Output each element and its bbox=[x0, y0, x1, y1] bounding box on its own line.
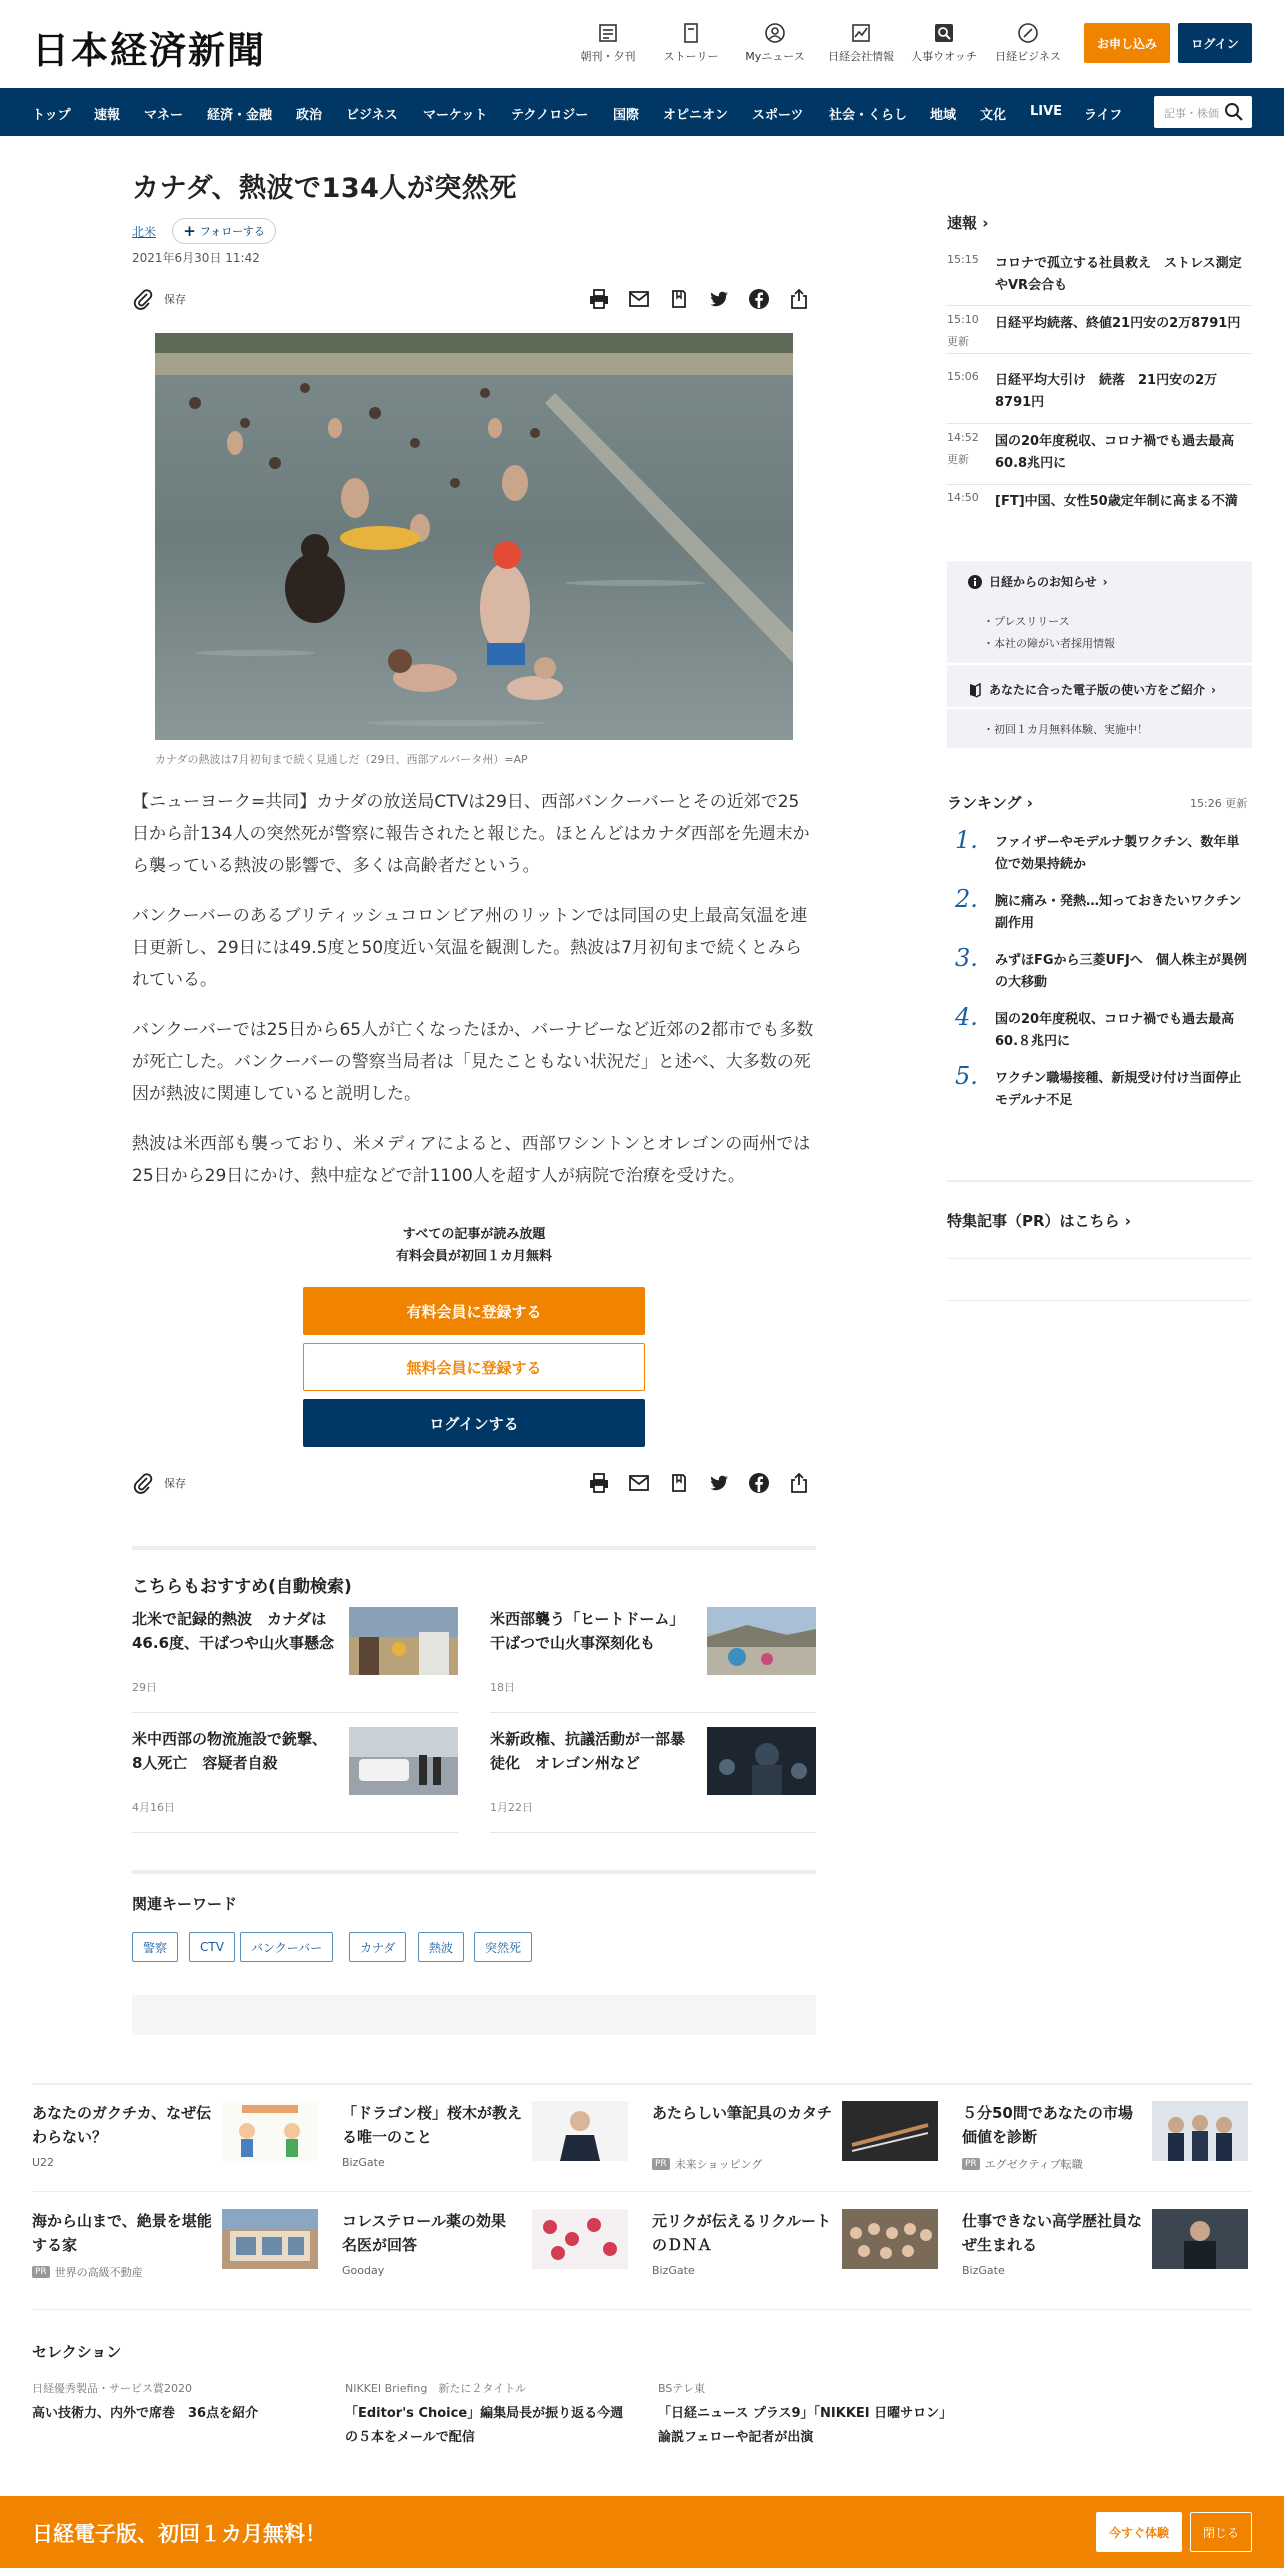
ad-source-label: BizGate bbox=[962, 2264, 1005, 2277]
recommend-date: 1月22日 bbox=[490, 1801, 533, 1814]
chevron-right-icon: › bbox=[1211, 682, 1216, 697]
selection-source: NIKKEI Briefing 新たに２タイトル bbox=[345, 2382, 527, 2395]
breaking-title-label: 速報 bbox=[947, 214, 978, 232]
ranking-item[interactable] bbox=[947, 1062, 1255, 1114]
gnav-item[interactable]: スポーツ bbox=[752, 108, 804, 123]
ad-item[interactable] bbox=[342, 2209, 612, 2289]
selection-source: BSテレ東 bbox=[658, 2382, 706, 2395]
search-icon[interactable] bbox=[1224, 102, 1244, 122]
article-photo bbox=[155, 333, 793, 740]
ad-headline: あたらしい筆記具のカタチ bbox=[652, 2104, 833, 2122]
ad-headline: 元リクが伝えるリクルートのＤＮＡ bbox=[652, 2212, 831, 2254]
nav-label: 人事ウオッチ bbox=[911, 50, 977, 63]
gnav-item[interactable]: LIVE bbox=[1030, 104, 1063, 119]
ad-item[interactable] bbox=[962, 2101, 1232, 2181]
recommend-date: 18日 bbox=[490, 1681, 515, 1694]
paperclip-icon bbox=[132, 1472, 154, 1494]
divider bbox=[947, 484, 1252, 485]
ad-item[interactable] bbox=[652, 2101, 922, 2181]
ad-item[interactable] bbox=[32, 2101, 302, 2181]
recommend-thumbnail bbox=[349, 1607, 458, 1675]
article-paragraph: バンクーバーでは25日から65人が亡くなったほか、バーナビーなど近郊の2都市でも多数が死亡した。バンクーバーの警察当局者は「見たこともない状況だ」と述べ、大多数の死因が熱波に関連していると説明した。 bbox=[132, 1020, 814, 1104]
ad-headline: 仕事できない高学歴社員なぜ生まれる bbox=[962, 2212, 1143, 2254]
divider bbox=[132, 1546, 816, 1550]
divider bbox=[947, 1300, 1252, 1301]
share-toolbar bbox=[132, 280, 816, 316]
ranking-text: ファイザーやモデルナ製ワクチン、数年単位で効果持続か bbox=[995, 835, 1240, 872]
article-paragraph: バンクーバーのあるブリティッシュコロンビア州のリットンでは同国の史上最高気温を連日更新し、29日には49.5度と50度近い気温を観測した。熱波は7月初旬まで続くとみられている。 bbox=[132, 906, 808, 990]
nav-label: 朝刊・夕刊 bbox=[580, 50, 636, 63]
publish-date: 2021年6月30日 11:42 bbox=[132, 251, 260, 265]
ranking-text: 国の20年度税収、コロナ禍でも過去最高60.８兆円に bbox=[995, 1012, 1235, 1049]
pr-articles-title[interactable] bbox=[947, 1210, 1131, 1231]
keyword-tag[interactable]: 警察 bbox=[132, 1932, 178, 1962]
apply-button[interactable]: お申し込み bbox=[1084, 23, 1170, 63]
ranking-updated: 15:26 更新 bbox=[1190, 797, 1248, 810]
gnav-item[interactable]: テクノロジー bbox=[511, 108, 589, 123]
breaking-text: [FT]中国、女性50歳定年制に高まる不満 bbox=[995, 494, 1238, 509]
gnav-item[interactable]: オピニオン bbox=[663, 108, 729, 123]
site-header bbox=[0, 0, 1284, 88]
nav-label: ストーリー bbox=[663, 50, 719, 63]
divider bbox=[32, 2191, 1252, 2192]
follow-label: フォローする bbox=[199, 225, 265, 238]
twitter-icon[interactable] bbox=[708, 288, 730, 310]
recommend-thumbnail bbox=[707, 1607, 816, 1675]
chevron-right-icon: › bbox=[1124, 1212, 1131, 1230]
recommend-date: 4月16日 bbox=[132, 1801, 175, 1814]
recommend-headline: 米中西部の物流施設で銃撃、8人死亡 容疑者自殺 bbox=[132, 1730, 328, 1772]
nav-label: 日経ビジネス bbox=[995, 50, 1061, 63]
trial-message: 日経電子版、初回１カ月無料！ bbox=[32, 2522, 326, 2546]
ad-thumbnail bbox=[532, 2101, 628, 2161]
gnav-item[interactable]: 政治 bbox=[296, 108, 323, 123]
selection-text: 「日経ニュース プラス9」「NIKKEI 日曜サロン」論説フェローや記者が出演 bbox=[658, 2406, 946, 2445]
ad-source bbox=[32, 2264, 143, 2280]
ad-thumbnail bbox=[532, 2209, 628, 2269]
search-input[interactable] bbox=[1154, 96, 1252, 128]
nav-story[interactable] bbox=[646, 22, 736, 64]
ad-thumbnail bbox=[222, 2101, 318, 2161]
selection-item[interactable] bbox=[345, 2380, 635, 2450]
notice-item[interactable]: ・本社の障がい者採用情報 bbox=[983, 637, 1115, 650]
gnav-item[interactable]: 速報 bbox=[94, 108, 121, 123]
topic-link[interactable]: 北米 bbox=[132, 225, 157, 239]
ad-source bbox=[962, 2156, 1083, 2172]
ad-source-label: エグゼクティブ転職 bbox=[984, 2158, 1083, 2171]
ranking-number: 3. bbox=[955, 944, 978, 972]
keyword-tag[interactable]: カナダ bbox=[349, 1932, 406, 1962]
close-banner-button[interactable]: 閉じる bbox=[1190, 2512, 1252, 2552]
breaking-updated: 更新 bbox=[947, 453, 969, 466]
pr-title-label: 特集記事（PR）はこちら bbox=[947, 1212, 1120, 1230]
facebook-icon[interactable] bbox=[748, 1472, 770, 1494]
ad-thumbnail bbox=[842, 2101, 938, 2161]
nav-mynews[interactable] bbox=[730, 22, 820, 64]
mail-icon[interactable] bbox=[628, 288, 650, 310]
ranking-item[interactable] bbox=[947, 885, 1252, 937]
breaking-item[interactable] bbox=[947, 370, 1252, 416]
nikkei-logo[interactable]: 日本経済新聞 bbox=[32, 28, 266, 72]
gnav-item[interactable]: 文化 bbox=[980, 108, 1007, 123]
subscribe-promo bbox=[132, 1224, 816, 1268]
ranking-text: みずほFGから三菱UFJへ 個人株主が異例の大移動 bbox=[995, 953, 1247, 990]
twitter-icon[interactable] bbox=[708, 1472, 730, 1494]
divider bbox=[947, 305, 1252, 306]
login-button[interactable]: ログイン bbox=[1178, 23, 1252, 63]
article-title: カナダ、熱波で134人が突然死 bbox=[132, 173, 517, 204]
article-paragraph: 【ニューヨーク=共同】カナダの放送局CTVは29日、西部バンクーバーとその近郊で25日から計134人の突然死が警察に報告されたと報じた。ほとんどはカナダ西部を先週末から襲っている熱波の影響で、多くは高齢者だという。 bbox=[132, 792, 810, 876]
ad-headline: 「ドラゴン桜」桜木が教える唯一のこと bbox=[342, 2104, 523, 2146]
nav-label: 日経会社情報 bbox=[828, 50, 894, 63]
selection-item[interactable] bbox=[658, 2380, 948, 2450]
recommend-item[interactable] bbox=[132, 1727, 458, 1833]
trial-banner bbox=[0, 2496, 1284, 2568]
ad-headline: コレステロール薬の効果 名医が回答 bbox=[342, 2212, 521, 2254]
mail-icon[interactable] bbox=[628, 1472, 650, 1494]
breaking-text: 日経平均続落、終値21円安の2万8791円 bbox=[995, 316, 1241, 331]
compass-icon bbox=[1017, 22, 1039, 44]
recommend-headline: 北米で記録的熱波 カナダは46.6度、干ばつや山火事懸念 bbox=[132, 1610, 335, 1652]
book-icon bbox=[967, 682, 983, 698]
gnav-item[interactable]: ライフ bbox=[1084, 108, 1123, 123]
breaking-item[interactable] bbox=[947, 253, 1252, 299]
ranking-number: 1. bbox=[955, 826, 978, 854]
breaking-text: 日経平均大引け 続落 21円安の2万8791円 bbox=[995, 373, 1218, 410]
gnav-item[interactable]: 地域 bbox=[930, 108, 957, 123]
divider bbox=[132, 1832, 458, 1833]
ad-headline: ５分50問であなたの市場価値を診断 bbox=[962, 2104, 1133, 2146]
keyword-tag[interactable]: 突然死 bbox=[474, 1932, 532, 1962]
ad-thumbnail bbox=[1152, 2101, 1248, 2161]
keyword-tag[interactable]: 熱波 bbox=[418, 1932, 464, 1962]
ad-source bbox=[342, 2264, 384, 2277]
divider bbox=[947, 1258, 1252, 1259]
search-placeholder: 記事・株価 bbox=[1164, 107, 1219, 120]
info-icon bbox=[967, 574, 983, 590]
ranking-item[interactable] bbox=[947, 1003, 1252, 1055]
chevron-right-icon: › bbox=[982, 214, 989, 232]
divider bbox=[32, 2083, 1252, 2085]
breaking-item[interactable] bbox=[947, 491, 1252, 517]
gnav-item[interactable]: トップ bbox=[32, 108, 71, 123]
gnav-item[interactable]: 経済・金融 bbox=[207, 108, 273, 123]
guide-item[interactable]: ・初回１カ月無料体験、実施中！ bbox=[983, 723, 1148, 736]
breaking-news-title[interactable] bbox=[947, 212, 988, 233]
gnav-item[interactable]: 社会・くらし bbox=[829, 108, 908, 123]
breaking-time: 15:06 bbox=[947, 370, 979, 383]
register-free-button[interactable]: 無料会員に登録する bbox=[303, 1343, 645, 1391]
notice-title[interactable] bbox=[967, 573, 1108, 590]
ad-source-label: BizGate bbox=[342, 2156, 385, 2169]
ad-source bbox=[342, 2156, 385, 2169]
ad-source-label: Gooday bbox=[342, 2264, 385, 2277]
save-button[interactable] bbox=[132, 1472, 186, 1494]
notice-item-label: 本社の障がい者採用情報 bbox=[994, 637, 1115, 650]
photo-caption: カナダの熱波は7月初旬まで続く見通しだ（29日、西部アルバータ州）=AP bbox=[155, 753, 528, 766]
nav-personnel-watch[interactable] bbox=[899, 22, 989, 64]
recommend-item[interactable] bbox=[132, 1607, 458, 1713]
nav-newspaper[interactable] bbox=[563, 22, 653, 64]
ad-item[interactable] bbox=[652, 2209, 922, 2289]
selection-text: 「Editor's Choice」編集局長が振り返る今週の５本をメールで配信 bbox=[345, 2406, 624, 2445]
chart-icon bbox=[850, 22, 872, 44]
nav-nikkei-business[interactable] bbox=[983, 22, 1073, 64]
selection-text: 高い技術力、内外で席巻 36点を紹介 bbox=[32, 2406, 259, 2421]
gnav-item[interactable]: 国際 bbox=[613, 108, 640, 123]
print-icon[interactable] bbox=[588, 288, 610, 310]
user-icon bbox=[764, 22, 786, 44]
ad-placeholder bbox=[132, 1995, 816, 2035]
save-label: 保存 bbox=[164, 293, 186, 306]
bookmark-icon[interactable] bbox=[668, 288, 690, 310]
breaking-time: 14:50 bbox=[947, 491, 979, 504]
story-icon bbox=[680, 22, 702, 44]
divider bbox=[490, 1712, 816, 1713]
breaking-time: 14:52 bbox=[947, 431, 979, 444]
nikkei-notice-box bbox=[947, 561, 1252, 748]
gnav-item[interactable]: マーケット bbox=[423, 108, 488, 123]
selection-item[interactable] bbox=[32, 2380, 332, 2426]
divider bbox=[947, 707, 1252, 709]
pr-badge: PR bbox=[652, 2158, 670, 2170]
ranking-text: ワクチン職場接種、新規受け付け当面停止 モデルナ不足 bbox=[995, 1071, 1255, 1108]
ad-source-label: 世界の高級不動産 bbox=[54, 2266, 143, 2279]
global-nav bbox=[0, 88, 1284, 136]
search-person-icon bbox=[933, 22, 955, 44]
bookmark-icon[interactable] bbox=[668, 1472, 690, 1494]
divider bbox=[132, 1870, 816, 1874]
follow-button[interactable] bbox=[172, 218, 276, 244]
recommend-thumbnail bbox=[349, 1727, 458, 1795]
divider bbox=[132, 1712, 458, 1713]
ad-source bbox=[32, 2156, 54, 2169]
recommend-date: 29日 bbox=[132, 1681, 157, 1694]
breaking-item[interactable] bbox=[947, 313, 1252, 349]
ad-source bbox=[652, 2156, 762, 2172]
ad-thumbnail bbox=[842, 2209, 938, 2269]
guide-title[interactable] bbox=[967, 681, 1216, 698]
divider bbox=[947, 423, 1252, 424]
newspaper-icon bbox=[597, 22, 619, 44]
notice-title-label: 日経からのお知らせ bbox=[989, 575, 1097, 589]
keywords-title: 関連キーワード bbox=[132, 1895, 238, 1913]
ranking-text: 腕に痛み・発熱…知っておきたいワクチン副作用 bbox=[995, 894, 1242, 931]
divider bbox=[490, 1832, 816, 1833]
pr-badge: PR bbox=[962, 2158, 980, 2170]
ad-item[interactable] bbox=[32, 2209, 302, 2289]
ranking-title-label: ランキング bbox=[947, 794, 1022, 812]
divider bbox=[947, 663, 1252, 665]
ad-source-label: BizGate bbox=[652, 2264, 695, 2277]
ad-source bbox=[962, 2264, 1005, 2277]
ad-source bbox=[652, 2264, 695, 2277]
plus-icon: + bbox=[183, 222, 196, 240]
save-button[interactable] bbox=[132, 288, 186, 310]
ad-source-label: 未来ショッピング bbox=[674, 2158, 763, 2171]
recommend-item[interactable] bbox=[490, 1607, 816, 1713]
save-label: 保存 bbox=[164, 1477, 186, 1490]
ranking-title[interactable] bbox=[947, 792, 1033, 813]
ad-item[interactable] bbox=[342, 2101, 612, 2181]
nav-company-info[interactable] bbox=[816, 22, 906, 64]
ad-headline: あなたのガクチカ、なぜ伝わらない？ bbox=[32, 2104, 212, 2146]
recommend-item[interactable] bbox=[490, 1727, 816, 1833]
gnav-item[interactable]: ビジネス bbox=[346, 108, 398, 123]
selection-source: 日経優秀製品・サービス賞2020 bbox=[32, 2382, 192, 2395]
ranking-item[interactable] bbox=[947, 944, 1252, 996]
nav-label: Myニュース bbox=[745, 50, 805, 63]
article-paragraph: 熱波は米西部も襲っており、米メディアによると、西部ワシントンとオレゴンの両州では25日から29日にかけ、熱中症などで計1100人を超す人が病院で治療を受けた。 bbox=[132, 1134, 811, 1186]
share-toolbar-bottom bbox=[132, 1464, 816, 1500]
breaking-time: 15:10 bbox=[947, 313, 979, 326]
guide-item-label: 初回１カ月無料体験、実施中！ bbox=[994, 723, 1148, 736]
ranking-number: 4. bbox=[955, 1003, 978, 1031]
ad-thumbnail bbox=[222, 2209, 318, 2269]
promo-line: すべての記事が読み放題 bbox=[402, 1227, 546, 1242]
recommend-thumbnail bbox=[707, 1727, 816, 1795]
guide-title-label: あなたに合った電子版の使い方をご紹介 bbox=[989, 683, 1206, 697]
try-now-button[interactable]: 今すぐ体験 bbox=[1096, 2512, 1182, 2552]
ranking-item[interactable] bbox=[947, 826, 1252, 878]
gnav-item[interactable]: マネー bbox=[144, 108, 184, 123]
breaking-updated: 更新 bbox=[947, 335, 969, 348]
share-icon[interactable] bbox=[788, 288, 810, 310]
pr-badge: PR bbox=[32, 2266, 50, 2278]
paperclip-icon bbox=[132, 288, 154, 310]
ad-item[interactable] bbox=[962, 2209, 1232, 2289]
register-paid-button[interactable]: 有料会員に登録する bbox=[303, 1287, 645, 1335]
promo-line: 有料会員が初回１カ月無料 bbox=[395, 1249, 552, 1264]
chevron-right-icon: › bbox=[1026, 794, 1033, 812]
ranking-number: 5. bbox=[955, 1062, 978, 1090]
ad-thumbnail bbox=[1152, 2209, 1248, 2269]
facebook-icon[interactable] bbox=[748, 288, 770, 310]
login-button[interactable]: ログインする bbox=[303, 1399, 645, 1447]
share-icon[interactable] bbox=[788, 1472, 810, 1494]
divider bbox=[32, 2309, 1252, 2310]
keyword-tag[interactable]: CTV bbox=[189, 1932, 235, 1962]
recommend-headline: 米西部襲う「ヒートドーム」 干ばつで山火事深刻化も bbox=[490, 1610, 692, 1652]
breaking-time: 15:15 bbox=[947, 253, 979, 266]
breaking-text: 国の20年度税収、コロナ禍でも過去最高60.8兆円に bbox=[995, 434, 1235, 471]
chevron-right-icon: › bbox=[1102, 574, 1108, 589]
breaking-item[interactable] bbox=[947, 431, 1252, 477]
recommend-title: こちらもおすすめ(自動検索) bbox=[132, 1577, 352, 1597]
ranking-number: 2. bbox=[955, 885, 978, 913]
notice-item[interactable]: ・プレスリリース bbox=[983, 615, 1070, 628]
breaking-text: コロナで孤立する社員救え ストレス測定やVR会合も bbox=[995, 256, 1242, 293]
keyword-tag[interactable]: バンクーバー bbox=[240, 1932, 333, 1962]
divider bbox=[947, 353, 1252, 354]
ad-headline: 海から山まで、絶景を堪能する家 bbox=[32, 2212, 212, 2254]
print-icon[interactable] bbox=[588, 1472, 610, 1494]
ad-source-label: U22 bbox=[32, 2156, 55, 2169]
divider bbox=[947, 1180, 1252, 1182]
selection-title: セレクション bbox=[32, 2343, 122, 2361]
notice-item-label: プレスリリース bbox=[994, 615, 1070, 628]
recommend-headline: 米新政権、抗議活動が一部暴徒化 オレゴン州など bbox=[490, 1730, 686, 1772]
